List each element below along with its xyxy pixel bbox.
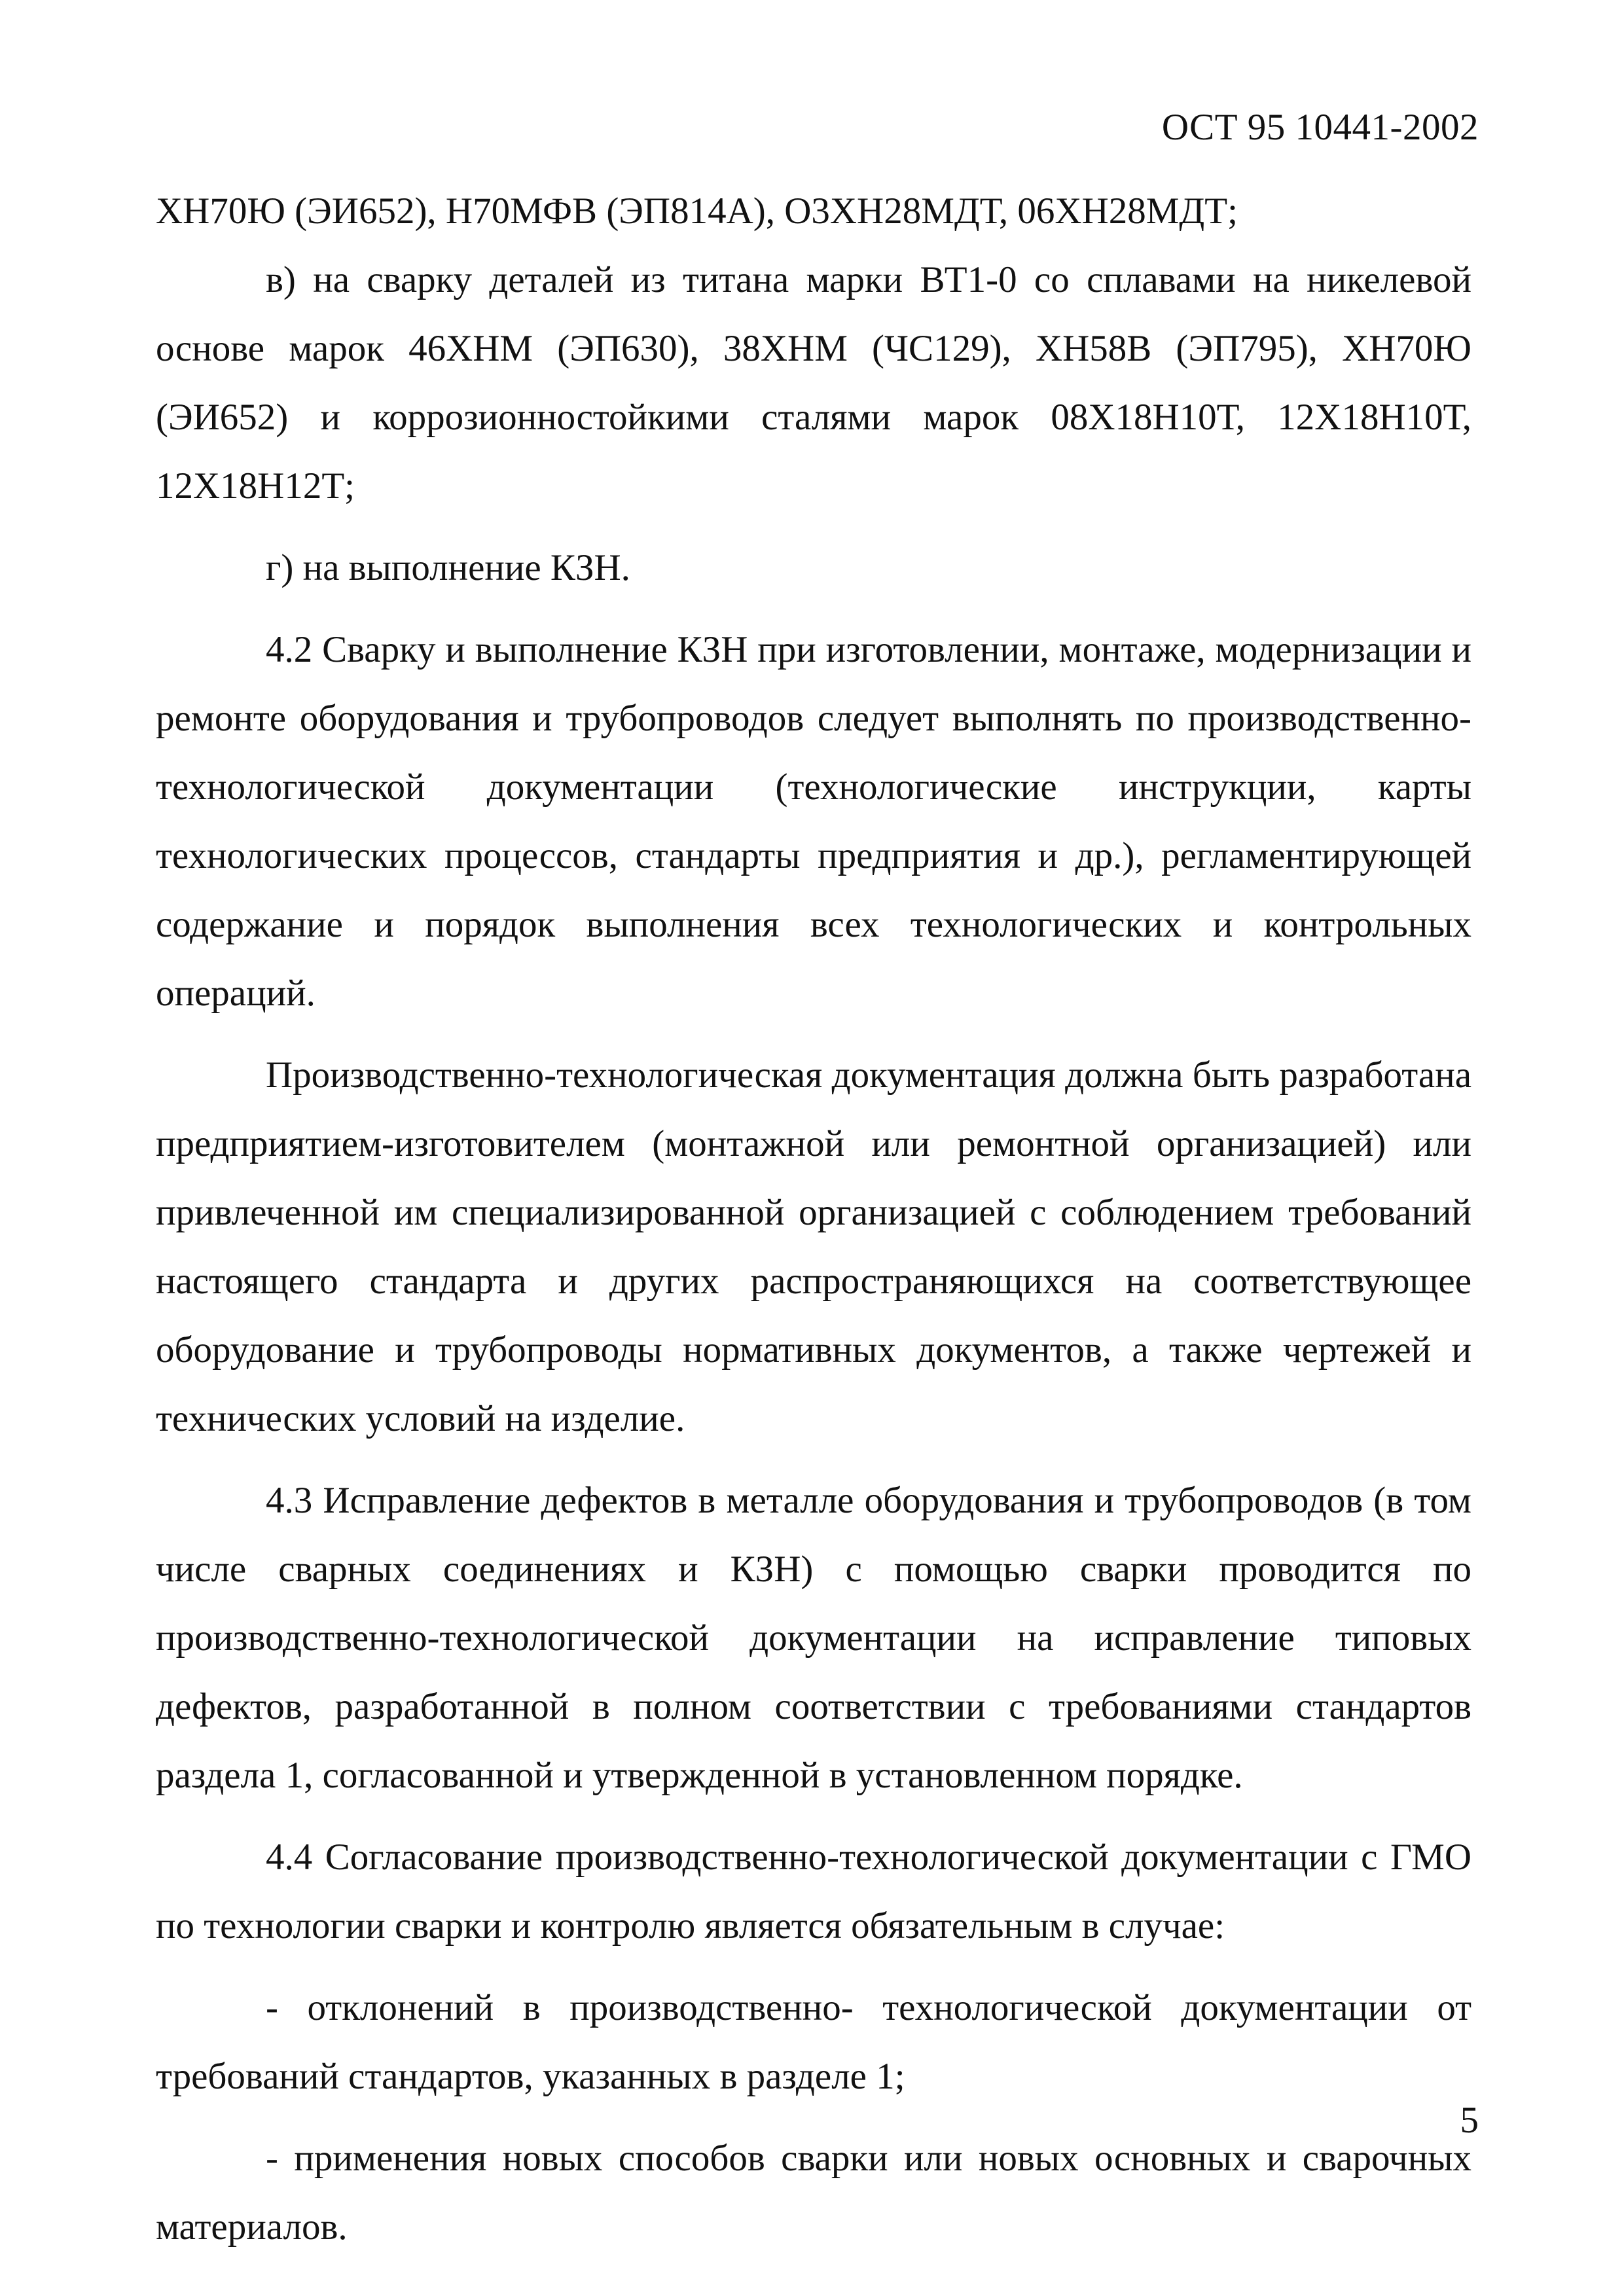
- list-item-deviations: - отклонений в производственно- технологической документации от требований стандартов, указанных в разделе 1;: [156, 1987, 1471, 2097]
- paragraph-item-v: в) на сварку деталей из титана марки ВТ1-0 со сплавами на никелевой основе марок 46ХНМ (ЭП630), 38ХНМ (ЧС129), ХН58В (ЭП795), ХН70Ю (ЭИ652) и коррозионностойкими сталями марок 08Х18Н10Т, 12Х18Н10Т, 12Х18Н12Т;: [156, 259, 1471, 507]
- paragraph-4-3: 4.3 Исправление дефектов в металле оборудования и трубопроводов (в том числе сварных соединениях и КЗН) с помощью сварки проводится по производственно-технологической документации на исправление типовых дефектов, разработанной в полном соответствии с требованиями стандартов раздела 1, согласованной и утвержденной в установленном порядке.: [156, 1480, 1471, 1796]
- paragraph-documentation: Производственно-технологическая документация должна быть разработана предприятием-изготовителем (монтажной или ремонтной организацией) или привлеченной им специализированной организацией с соблюдением требований настоящего стандарта и других распространяющихся на соответствующее оборудование и трубопроводы нормативных документов, а также чертежей и технических условий на изделие.: [156, 1054, 1471, 1439]
- paragraph-4-4: 4.4 Согласование производственно-технологической документации с ГМО по технологии сварки и контролю является обязательным в случае:: [156, 1837, 1471, 1946]
- document-body: [156, 177, 1471, 2261]
- paragraph-alloy-list-continuation: ХН70Ю (ЭИ652), Н70МФВ (ЭП814А), О3ХН28МДТ, 06ХН28МДТ;: [156, 190, 1238, 232]
- list-item-new-methods: - применения новых способов сварки или новых основных и сварочных материалов.: [156, 2138, 1471, 2248]
- paragraph-item-g: г) на выполнение КЗН.: [266, 547, 630, 588]
- page-number: 5: [1460, 2100, 1479, 2141]
- paragraph-4-2: 4.2 Сварку и выполнение КЗН при изготовлении, монтаже, модернизации и ремонте оборудования и трубопроводов следует выполнять по производственно-технологической документации (технологические инструкции, карты технологических процессов, стандарты предприятия и др.), регламентирующей содержание и порядок выполнения всех технологических и контрольных операций.: [156, 629, 1471, 1014]
- document-code: ОСТ 95 10441-2002: [1161, 107, 1479, 148]
